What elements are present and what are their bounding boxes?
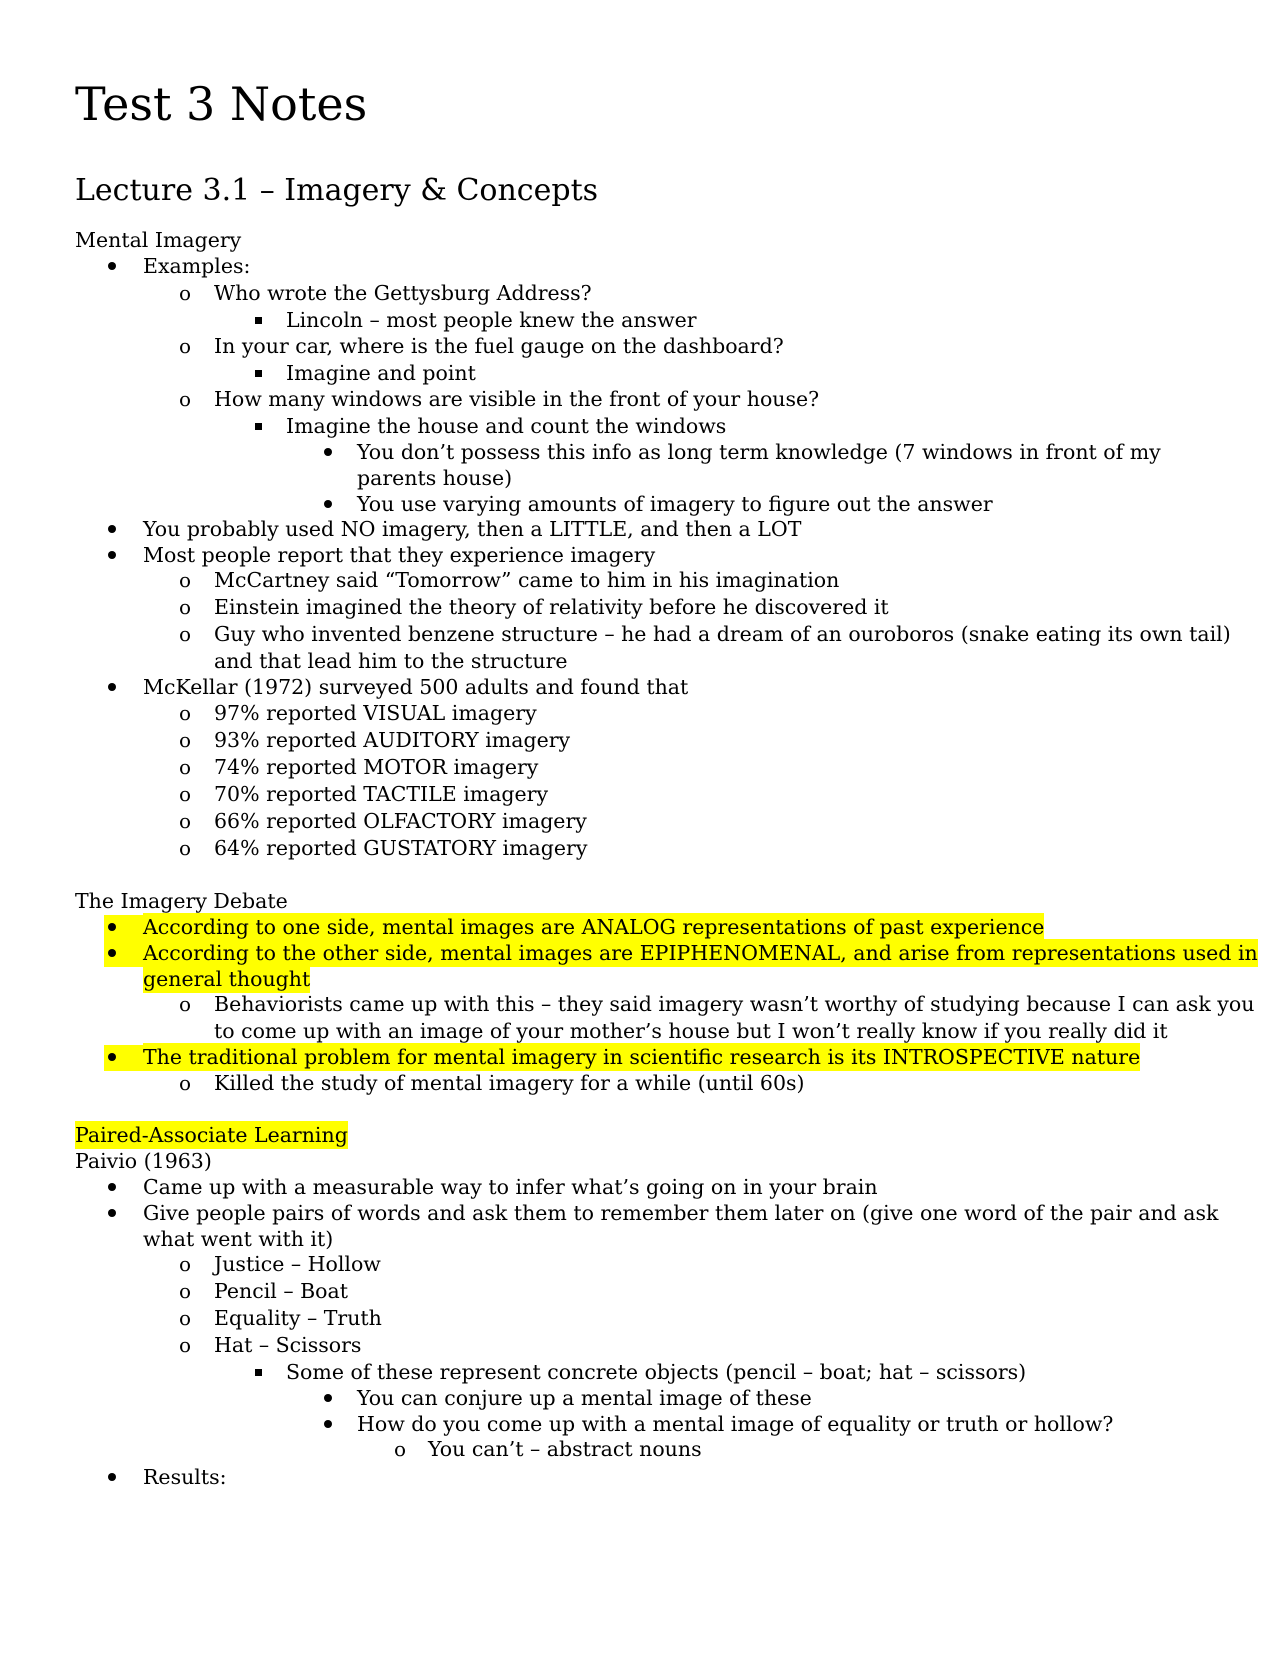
circle-bullet-marker: o (179, 281, 192, 305)
note-text: Pencil – Boat (214, 1279, 348, 1303)
note-text: 93% reported AUDITORY imagery (214, 728, 571, 752)
note-text: Lincoln – most people knew the answer (286, 308, 697, 332)
circle-bullet-marker: o (179, 595, 192, 619)
note-text: 97% reported VISUAL imagery (214, 701, 537, 725)
bullet-marker (108, 923, 116, 931)
note-text: Mental Imagery (75, 228, 242, 252)
circle-bullet-marker: o (179, 622, 192, 646)
note-text: You can conjure up a mental image of these (357, 1386, 812, 1410)
note-text: general thought (143, 967, 311, 991)
note-text: Guy who invented benzene structure – he had a dream of an ouroboros (snake eating its own tail) (214, 622, 1231, 646)
note-text: Justice – Hollow (214, 1252, 381, 1276)
note-text: 70% reported TACTILE imagery (214, 782, 549, 806)
note-text: parents house) (357, 466, 513, 490)
note-text: How many windows are visible in the front of your house? (214, 387, 820, 411)
circle-bullet-marker: o (179, 728, 192, 752)
note-text: You don’t possess this info as long term knowledge (7 windows in front of my (357, 440, 1161, 464)
circle-bullet-marker: o (179, 387, 192, 411)
note-text: According to one side, mental images are ANALOG representations of past experience (143, 915, 1045, 939)
circle-bullet-marker: o (394, 1437, 407, 1461)
note-text: Imagine the house and count the windows (286, 414, 727, 438)
note-text: Einstein imagined the theory of relativity before he discovered it (214, 595, 889, 619)
note-text: Came up with a measurable way to infer what’s going on in your brain (143, 1175, 878, 1199)
note-text: According to the other side, mental images are EPIPHENOMENAL, and arise from representations used in (143, 941, 1258, 965)
note-text: Give people pairs of words and ask them to remember them later on (give one word of the pair and ask (143, 1201, 1219, 1225)
note-text: McCartney said “Tomorrow” came to him in his imagination (214, 568, 840, 592)
bullet-marker (108, 551, 116, 559)
note-text: Equality – Truth (214, 1306, 382, 1330)
note-text: Imagine and point (286, 361, 476, 385)
bullet-marker (108, 262, 116, 270)
bullet-marker (108, 1183, 116, 1191)
note-text: Examples: (143, 254, 251, 278)
note-text: Who wrote the Gettysburg Address? (214, 281, 592, 305)
note-text: and that lead him to the structure (214, 649, 568, 673)
circle-bullet-marker: o (179, 809, 192, 833)
note-text: Paivio (1963) (75, 1149, 212, 1173)
note-text: what went with it) (143, 1227, 334, 1251)
note-text: 74% reported MOTOR imagery (214, 755, 539, 779)
bullet-marker (324, 1394, 332, 1402)
note-text: Some of these represent concrete objects (pencil – boat; hat – scissors) (286, 1360, 1027, 1384)
square-bullet-marker (255, 317, 262, 324)
circle-bullet-marker: o (179, 334, 192, 358)
note-text: Most people report that they experience imagery (143, 543, 656, 567)
note-text: McKellar (1972) surveyed 500 adults and found that (143, 675, 689, 699)
note-text: Results: (143, 1465, 227, 1489)
note-text: 66% reported OLFACTORY imagery (214, 809, 587, 833)
circle-bullet-marker: o (179, 568, 192, 592)
square-bullet-marker (255, 423, 262, 430)
circle-bullet-marker: o (179, 782, 192, 806)
circle-bullet-marker: o (179, 1306, 192, 1330)
bullet-marker (108, 1473, 116, 1481)
square-bullet-marker (255, 1369, 262, 1376)
circle-bullet-marker: o (179, 1333, 192, 1357)
bullet-marker (108, 1209, 116, 1217)
note-text: Killed the study of mental imagery for a while (until 60s) (214, 1071, 805, 1095)
bullet-marker (324, 500, 332, 508)
circle-bullet-marker: o (179, 1252, 192, 1276)
circle-bullet-marker: o (179, 992, 192, 1016)
circle-bullet-marker: o (179, 1071, 192, 1095)
bullet-marker (108, 525, 116, 533)
bullet-marker (324, 1420, 332, 1428)
note-text: You use varying amounts of imagery to figure out the answer (357, 492, 993, 516)
circle-bullet-marker: o (179, 701, 192, 725)
note-text: In your car, where is the fuel gauge on the dashboard? (214, 334, 784, 358)
square-bullet-marker (255, 370, 262, 377)
note-text: to come up with an image of your mother’s house but I won’t really know if you really did it (214, 1019, 1168, 1043)
bullet-marker (108, 949, 116, 957)
circle-bullet-marker: o (179, 836, 192, 860)
note-text: You can’t – abstract nouns (428, 1437, 702, 1461)
note-text: Behaviorists came up with this – they said imagery wasn’t worthy of studying because I can ask you (214, 992, 1255, 1016)
document-title: Test 3 Notes (75, 77, 368, 131)
note-text: The Imagery Debate (75, 889, 288, 913)
note-text: Hat – Scissors (214, 1333, 362, 1357)
circle-bullet-marker: o (179, 1279, 192, 1303)
note-text: 64% reported GUSTATORY imagery (214, 836, 588, 860)
bullet-marker (108, 683, 116, 691)
lecture-heading: Lecture 3.1 – Imagery & Concepts (75, 173, 599, 208)
bullet-marker (324, 448, 332, 456)
note-text: You probably used NO imagery, then a LITTLE, and then a LOT (143, 517, 802, 541)
note-text: Paired-Associate Learning (75, 1123, 348, 1147)
note-text: The traditional problem for mental imagery in scientific research is its INTROSPECTIVE nature (143, 1045, 1141, 1069)
circle-bullet-marker: o (179, 755, 192, 779)
bullet-marker (108, 1053, 116, 1061)
note-text: How do you come up with a mental image of equality or truth or hollow? (357, 1412, 1114, 1436)
